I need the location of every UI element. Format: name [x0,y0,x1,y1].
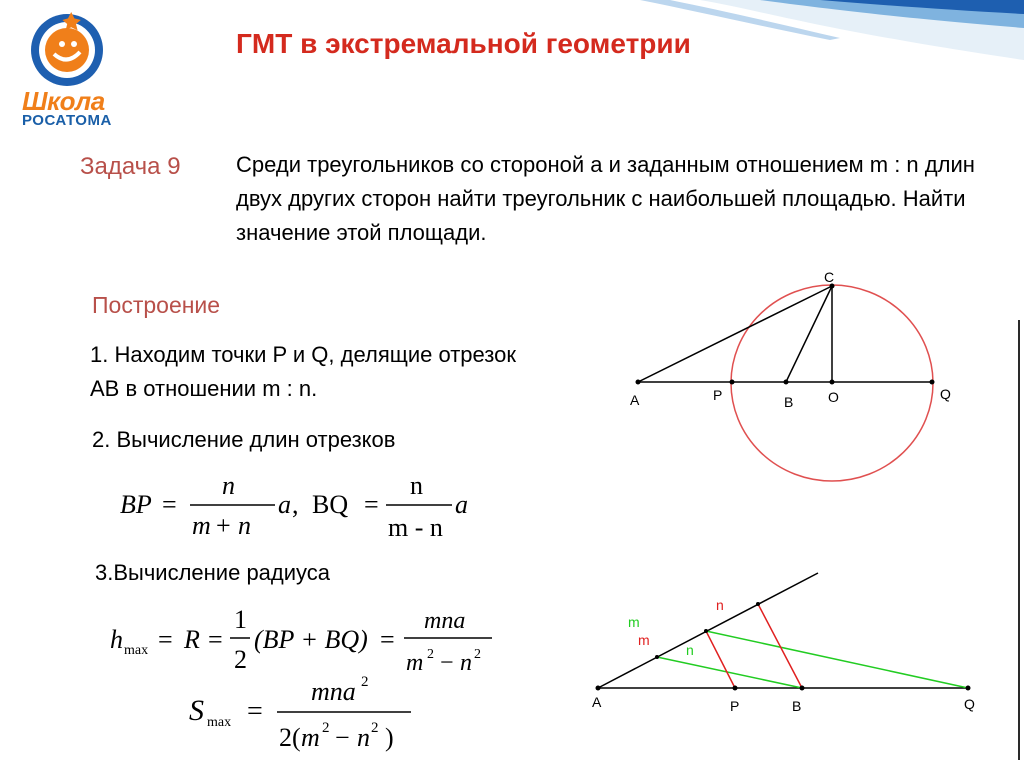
step-2-text: 2. Вычисление длин отрезков [92,427,396,452]
label-A: A [592,694,602,710]
red-line-2 [758,604,802,688]
formula-segment-lengths [110,468,490,548]
formula-eq: = [208,625,223,654]
formula-eq: = [364,490,379,519]
right-edge-line [1018,320,1020,760]
point-mark-2 [704,629,708,633]
formula-h: h [110,625,123,654]
formula-bp-den-plus: + [216,511,231,540]
formula-h-sub: max [124,643,149,658]
label-P: P [713,387,723,403]
point-mark-3 [756,602,760,606]
label-P: P [730,698,740,714]
segment-AC [638,286,832,382]
point-A [596,686,601,691]
formula-sq: 2 [371,720,379,736]
formula-bp-lhs: BP [120,490,152,519]
formula-R: R [184,625,200,654]
formula-mna: mna [311,677,356,706]
construction-heading: Построение [92,292,221,318]
formula-bp-den-n: n [238,511,251,540]
point-B [784,380,789,385]
label-m-red: m [638,632,650,648]
formula-eq: = [158,625,173,654]
diagram-division-construction [580,565,1000,725]
formula-comma: , [292,490,299,519]
formula-bp-den-m: m [192,511,211,540]
label-C: C [824,269,835,285]
formula-bq-lhs: BQ [312,490,349,519]
label-Q: Q [964,696,975,712]
label-A: A [630,392,640,408]
rosatom-school-logo [22,8,112,90]
point-A [636,380,641,385]
auxiliary-ray [598,573,818,688]
label-n-red: n [716,597,724,613]
formula-mna: mna [424,608,466,634]
formula-sq: 2 [322,720,330,736]
formula-m: m [301,723,320,752]
label-O: O [828,389,839,405]
step-1-text: 1. Находим точки P и Q, делящие отрезок АВ в отношении m : n. [90,342,516,401]
formula-S-sub: max [207,715,232,730]
formula-den-open: 2( [279,723,301,752]
green-line-1 [657,657,802,688]
formula-bp-num: n [222,471,235,500]
task-label: Задача 9 [80,153,181,180]
formula-sq: 2 [361,674,369,690]
formula-n: n [460,650,472,676]
formula-eq: = [380,625,395,654]
logo-text-rosatom: РОСАТОМА [22,112,112,129]
point-O [830,380,835,385]
formula-bq-den: m - n [388,513,443,542]
label-B: B [784,394,794,410]
formula-paren-expr: (BP + BQ) [254,625,368,654]
point-B [800,686,805,691]
green-line-2 [706,631,968,688]
point-Q [966,686,971,691]
red-line-1 [706,631,735,688]
formula-bp-a: a [278,490,291,519]
point-Q [930,380,935,385]
page-title: ГМТ в экстремальной геометрии [236,28,691,59]
segment-BC [786,286,832,382]
formula-bq-a: a [455,490,468,519]
label-Q: Q [940,386,951,402]
step-3-text: 3.Вычисление радиуса [95,560,331,585]
formula-n: n [357,723,370,752]
point-mark-1 [655,655,659,659]
formula-minus: − [440,650,454,676]
point-P [730,380,735,385]
formula-half-den: 2 [234,645,247,674]
formula-eq: = [162,490,177,519]
label-n-green: n [686,642,694,658]
formula-half-num: 1 [234,605,247,634]
label-B: B [792,698,802,714]
diagram-apollonius-circle [560,262,1000,492]
formula-S: S [189,694,204,727]
point-P [733,686,738,691]
logo-text-school: Школа [22,86,105,116]
formula-minus: − [335,723,350,752]
formula-sq: 2 [427,647,434,662]
task-text: Среди треугольников со стороной а и заданным отношением m : n длин двух других сторон найти треугольник с наибольшей площадью. Найти значение этой площади. [236,152,975,245]
formula-m: m [406,650,424,676]
label-m-green: m [628,614,640,630]
formula-bq-num: n [410,471,423,500]
formula-den-close: ) [385,723,394,752]
formula-area [185,668,425,760]
formula-sq: 2 [474,647,481,662]
formula-eq: = [247,696,263,727]
